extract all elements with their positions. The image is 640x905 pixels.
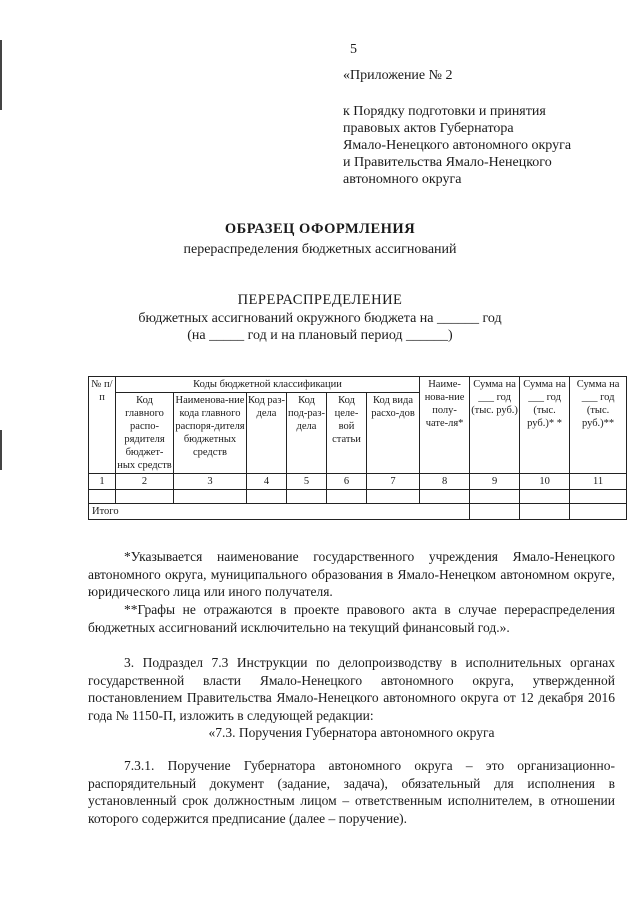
footnote-1: *Указывается наименование государственного учреждения Ямало-Ненецкого автономного округа, муниципального образования в Ямало-Ненецком автономном округе, юридического лица или иного получателя. [88,549,615,599]
table-row [89,490,627,504]
appendix-line: автономного округа [343,172,462,187]
section-title: «7.3. Поручения Губернатора автономного округа [208,725,495,740]
footnote-2: **Графы не отражаются в проекте правового акта в случае перераспределения бюджетных ассигнований исключительно на текущий финансовый год.». [88,602,615,635]
number-cell: 10 [520,474,570,490]
subheader-cell: Код главного распо-рядителя бюджет-ных средств [116,393,174,474]
subheader-cell: Код раз-дела [247,393,287,474]
number-cell: 11 [570,474,627,490]
redistribution-line-1: бюджетных ассигнований окружного бюджета на ______ год [138,311,502,326]
number-cell: 6 [327,474,367,490]
budget-table [88,376,627,520]
redistribution-line-2: (на _____ год и на плановый период ______) [187,328,453,343]
col-sum1-header: Сумма на ___ год (тыс. руб.) [470,377,520,474]
codes-group-header: Коды бюджетной классификации [116,377,420,393]
table-numbers-row [89,474,627,490]
scan-edge-mark [0,430,2,470]
sample-subheading: перераспределения бюджетных ассигнований [183,242,457,257]
number-cell: 9 [470,474,520,490]
number-cell: 8 [420,474,470,490]
table-header-row [89,377,627,393]
number-cell: 4 [247,474,287,490]
number-cell: 7 [367,474,420,490]
subheader-cell: Код под-раз-дела [287,393,327,474]
number-cell: 2 [116,474,174,490]
number-cell: 1 [89,474,116,490]
subheader-cell: Код целе-вой статьи [327,393,367,474]
col-number-header: № п/п [89,377,116,474]
subheader-cell: Код вида расхо-дов [367,393,420,474]
sample-heading: ОБРАЗЕЦ ОФОРМЛЕНИЯ [224,221,416,237]
appendix-block [343,103,571,188]
page-number: 5 [350,42,357,57]
redistribution-heading: ПЕРЕРАСПРЕДЕЛЕНИЕ [237,292,403,308]
number-cell: 3 [174,474,247,490]
appendix-line: Ямало-Ненецкого автономного округа [343,138,572,153]
number-cell: 5 [287,474,327,490]
col-sum2-header: Сумма на ___ год (тыс. руб.)* * [520,377,570,474]
appendix-line: к Порядку подготовки и принятия [343,104,546,119]
col-recipient-header: Наиме-нова-ние полу-чате-ля* [420,377,470,474]
scan-edge-mark [0,40,2,110]
subheader-cell: Наименова-ние кода главного распоря-дителя бюджетных средств [174,393,247,474]
paragraph-3: 3. Подраздел 7.3 Инструкции по делопроизводству в исполнительных органах государственной власти Ямало-Ненецкого автономного округа, утвержденной постановлением Правительства Ямало-Ненецкого автономного округа от 12 декабря 2016 года № 1150-П, изложить в следующей редакции: [88,655,615,723]
appendix-line: правовых актов Губернатора [343,121,514,136]
table-total-row [89,504,627,520]
col-sum3-header: Сумма на ___ год (тыс. руб.)** [570,377,627,474]
appendix-line: и Правительства Ямало-Ненецкого [343,155,552,170]
paragraph-7-3-1: 7.3.1. Поручение Губернатора автономного округа – это организационно-распорядительный документ (задание, задача), обязательный для исполнения в установленный срок должностным лицом – ответственным исполнителем, в отношении которого содержится предписание (далее – поручение). [88,758,615,826]
total-label: Итого [89,504,470,520]
appendix-title: «Приложение № 2 [343,68,453,83]
